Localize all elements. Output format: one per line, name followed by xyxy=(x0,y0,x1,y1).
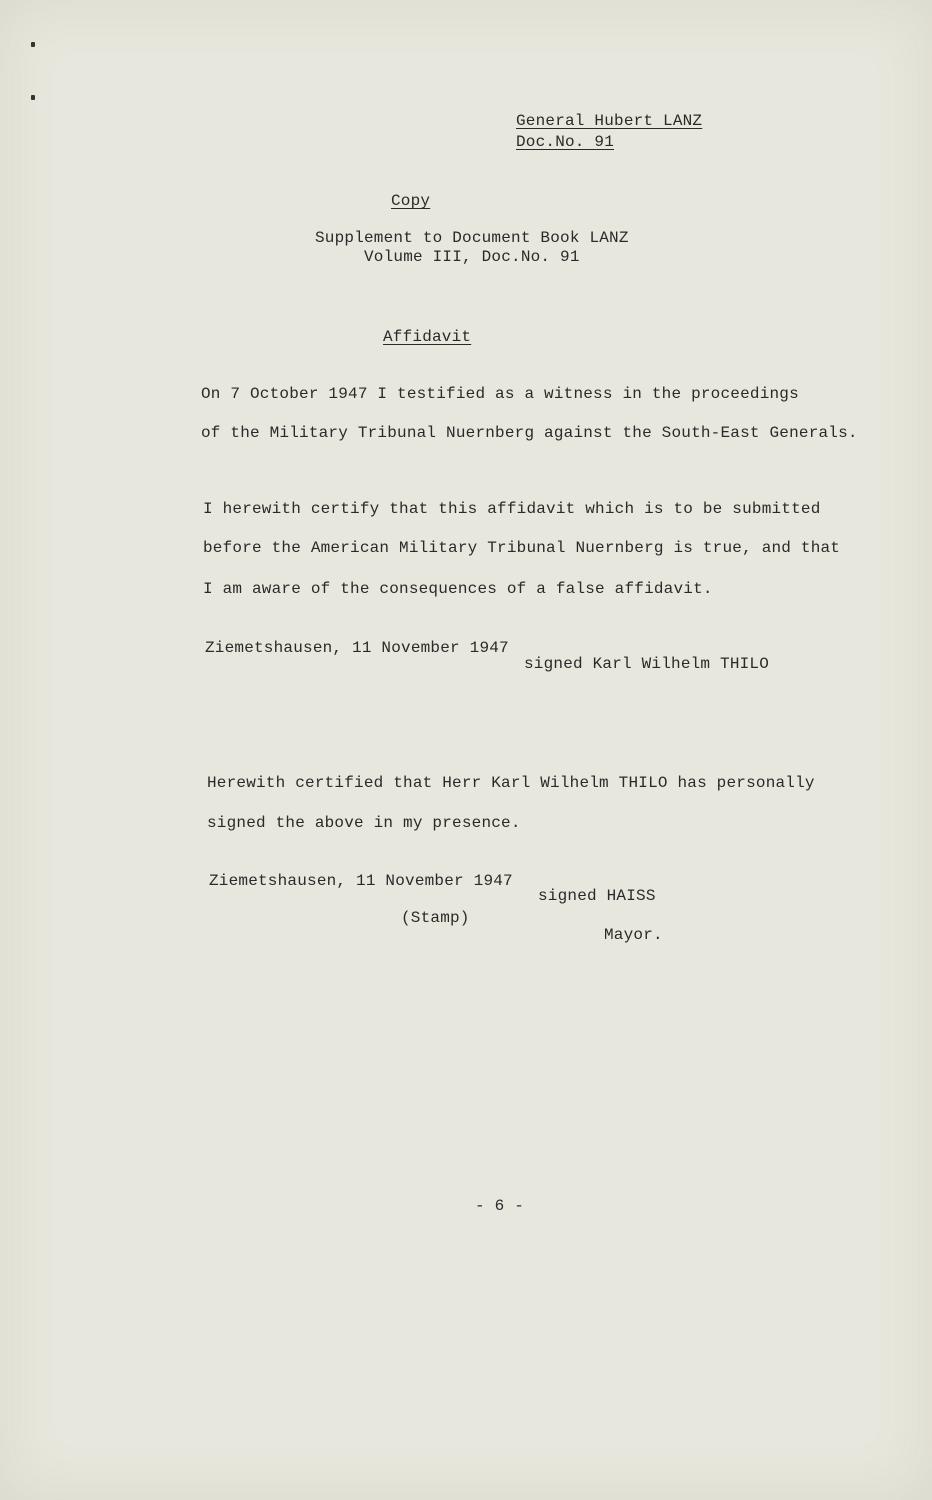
copy-label: Copy xyxy=(391,192,431,210)
paragraph-2-line-1: I herewith certify that this affidavit which is to be submitted xyxy=(203,500,821,518)
signature-1-signed: signed Karl Wilhelm THILO xyxy=(524,655,770,673)
stamp-label: (Stamp) xyxy=(401,909,470,927)
supplement-line-2: Volume III, Doc.No. 91 xyxy=(364,248,580,266)
header-doc-number: Doc.No. 91 xyxy=(516,133,615,151)
paragraph-1-line-2: of the Military Tribunal Nuernberg against the South-East Generals. xyxy=(201,424,858,442)
signature-2-title: Mayor. xyxy=(604,926,663,944)
signature-2-place-date: Ziemetshausen, 11 November 1947 xyxy=(209,872,513,890)
signature-2-signed: signed HAISS xyxy=(538,887,656,905)
document-title: Affidavit xyxy=(383,328,472,346)
page-number: - 6 - xyxy=(475,1197,525,1215)
header-name: General Hubert LANZ xyxy=(516,112,703,130)
punch-mark xyxy=(31,95,35,100)
certification-line-2: signed the above in my presence. xyxy=(207,814,521,832)
paragraph-2-line-3: I am aware of the consequences of a false affidavit. xyxy=(203,580,713,598)
paragraph-1-line-1: On 7 October 1947 I testified as a witness in the proceedings xyxy=(201,385,799,403)
supplement-line-1: Supplement to Document Book LANZ xyxy=(315,229,629,247)
paragraph-2-line-2: before the American Military Tribunal Nuernberg is true, and that xyxy=(203,539,841,557)
punch-mark xyxy=(31,42,35,47)
signature-1-place-date: Ziemetshausen, 11 November 1947 xyxy=(205,639,509,657)
certification-line-1: Herewith certified that Herr Karl Wilhelm THILO has personally xyxy=(207,774,815,792)
